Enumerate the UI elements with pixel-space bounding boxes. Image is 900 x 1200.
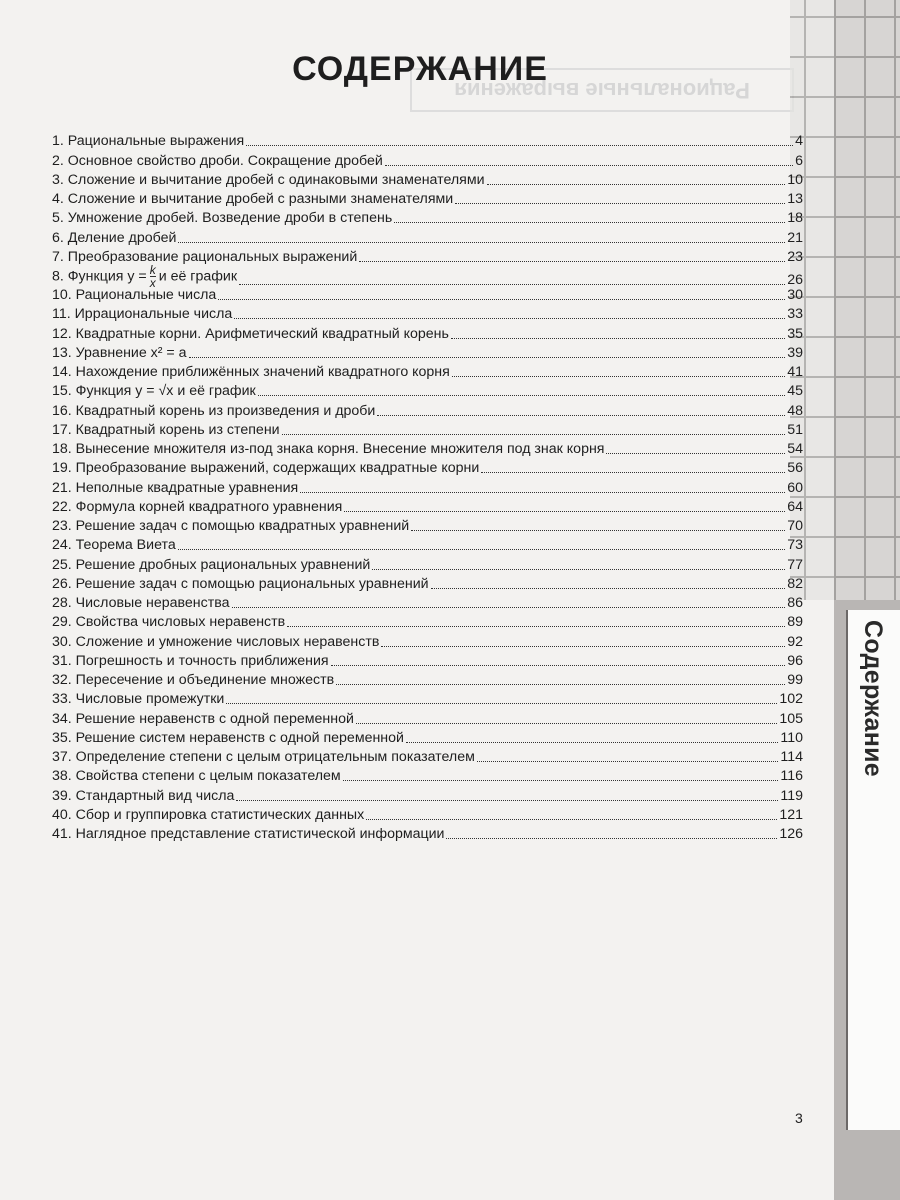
dot-leader <box>385 165 793 166</box>
toc-entry[interactable] <box>52 362 803 381</box>
toc-entry[interactable] <box>52 593 803 612</box>
table-of-contents <box>52 131 803 843</box>
toc-entry[interactable] <box>52 574 803 593</box>
toc-entry[interactable] <box>52 554 803 573</box>
toc-entry-page: 35 <box>787 325 803 342</box>
toc-entry[interactable] <box>52 631 803 650</box>
toc-entry-title: 3. Сложение и вычитание дробей с одинаковыми знаменателями <box>52 171 485 188</box>
dot-leader <box>226 703 777 704</box>
toc-entry-title: 4. Сложение и вычитание дробей с разными знаменателями <box>52 191 454 207</box>
toc-entry-page: 99 <box>787 672 803 688</box>
dot-leader <box>359 261 785 262</box>
toc-entry[interactable] <box>52 689 803 708</box>
toc-entry-page: 114 <box>780 749 803 765</box>
toc-entry-title: 16. Квадратный корень из произведения и дроби <box>52 402 376 419</box>
dot-leader <box>178 242 785 243</box>
dot-leader <box>411 530 785 531</box>
toc-entry-title: 19. Преобразование выражений, содержащих квадратные корни <box>52 460 480 477</box>
toc-entry-page: 54 <box>787 441 803 457</box>
toc-entry-title: 6. Деление дробей <box>52 229 177 246</box>
toc-entry[interactable] <box>52 651 803 670</box>
toc-entry[interactable] <box>52 497 803 516</box>
toc-entry-title: 33. Числовые промежутки <box>52 691 225 708</box>
dot-leader <box>239 284 785 285</box>
toc-entry-page: 96 <box>787 652 803 669</box>
toc-entry-title: 13. Уравнение x² = a <box>52 344 187 361</box>
dot-leader <box>343 780 779 781</box>
toc-entry-page: 121 <box>779 806 803 823</box>
dot-leader <box>331 665 786 666</box>
dot-leader <box>481 472 785 473</box>
toc-entry-title: 2. Основное свойство дроби. Сокращение дробей <box>52 152 383 169</box>
toc-entry-title: 25. Решение дробных рациональных уравнений <box>52 556 371 573</box>
toc-entry-title: 14. Нахождение приближённых значений квадратного корня <box>52 364 450 380</box>
dot-leader <box>232 607 786 608</box>
toc-entry-page: 4 <box>795 133 803 150</box>
dot-leader <box>451 338 785 339</box>
toc-entry[interactable] <box>52 747 803 766</box>
toc-entry[interactable] <box>52 170 803 189</box>
toc-entry[interactable] <box>52 343 803 362</box>
toc-entry-page: 26 <box>787 271 803 288</box>
toc-entry-page: 70 <box>787 518 803 534</box>
toc-entry[interactable] <box>52 458 803 477</box>
toc-entry-title: 10. Рациональные числа <box>52 287 217 303</box>
toc-entry-title: 30. Сложение и умножение числовых неравенств <box>52 633 380 650</box>
toc-entry-title: 31. Погрешность и точность приближения <box>52 652 329 669</box>
toc-entry-page: 73 <box>787 537 803 554</box>
toc-entry-page: 10 <box>787 171 803 188</box>
section-tab <box>846 610 900 1130</box>
toc-entry[interactable] <box>52 766 803 785</box>
toc-entry-title: 23. Решение задач с помощью квадратных уравнений <box>52 518 410 534</box>
toc-entry-page: 92 <box>787 633 803 650</box>
dot-leader <box>258 395 786 396</box>
toc-entry-title: 35. Решение систем неравенств с одной переменной <box>52 729 404 746</box>
toc-entry[interactable] <box>52 420 803 439</box>
dot-leader <box>189 357 786 358</box>
toc-entry-title: 29. Свойства числовых неравенств <box>52 614 286 631</box>
toc-entry-page: 33 <box>787 306 803 323</box>
toc-entry-page: 86 <box>787 595 803 611</box>
toc-entry[interactable] <box>52 516 803 535</box>
dot-leader <box>344 511 785 512</box>
toc-entry-title: 39. Стандартный вид числа <box>52 787 235 804</box>
fraction: $\frac{k}{x}$ <box>149 262 156 290</box>
toc-entry[interactable] <box>52 670 803 689</box>
toc-entry-title: 22. Формула корней квадратного уравнения <box>52 498 343 515</box>
toc-entry-title: 17. Квадратный корень из степени <box>52 421 280 438</box>
dot-leader <box>431 588 786 589</box>
dot-leader <box>606 453 785 454</box>
toc-entry-page: 18 <box>787 210 803 227</box>
toc-entry-page: 48 <box>787 402 803 419</box>
toc-entry-page: 21 <box>787 229 803 246</box>
toc-entry-title: 21. Неполные квадратные уравнения <box>52 479 299 496</box>
toc-entry-title: 41. Наглядное представление статистической информации <box>52 826 445 842</box>
toc-entry[interactable] <box>52 612 803 631</box>
toc-entry-title: 38. Свойства степени с целым показателем <box>52 768 341 785</box>
dot-leader <box>452 376 785 377</box>
toc-entry-title: 7. Преобразование рациональных выражений <box>52 248 358 265</box>
toc-entry-title: 18. Вынесение множителя из-под знака корня. Внесение множителя под знак корня <box>52 441 605 457</box>
toc-entry-page: 45 <box>787 383 803 400</box>
toc-entry-page: 51 <box>787 421 803 438</box>
dot-leader <box>236 800 778 801</box>
toc-entry-title: 40. Сбор и группировка статистических данных <box>52 806 365 823</box>
toc-entry-page: 77 <box>787 556 803 573</box>
dot-leader <box>477 761 779 762</box>
toc-entry[interactable] <box>52 477 803 496</box>
toc-entry[interactable] <box>52 323 803 342</box>
dot-leader <box>246 145 793 146</box>
page-number: 3 <box>795 1110 803 1126</box>
decorative-pattern <box>790 0 900 600</box>
toc-entry-page: 102 <box>779 691 803 708</box>
dot-leader <box>336 684 785 685</box>
toc-entry-title: 34. Решение неравенств с одной переменной <box>52 710 354 727</box>
toc-entry-page: 116 <box>780 768 803 785</box>
toc-entry-page: 30 <box>787 287 803 303</box>
toc-entry-page: 39 <box>787 344 803 361</box>
toc-entry[interactable] <box>52 150 803 169</box>
toc-entry-page: 105 <box>779 710 803 727</box>
toc-entry-title: 32. Пересечение и объединение множеств <box>52 672 335 688</box>
toc-entry[interactable] <box>52 708 803 727</box>
toc-entry[interactable] <box>52 189 803 208</box>
toc-entry-page: 110 <box>780 729 803 746</box>
dot-leader <box>300 492 785 493</box>
toc-entry-page: 64 <box>787 498 803 515</box>
dot-leader <box>446 838 777 839</box>
toc-entry-title: 15. Функция y = √x и её график <box>52 383 256 400</box>
toc-entry[interactable] <box>52 785 803 804</box>
toc-entry[interactable] <box>52 535 803 554</box>
toc-entry[interactable] <box>52 131 803 150</box>
toc-entry-title: 24. Теорема Виета <box>52 537 176 554</box>
dot-leader <box>406 742 778 743</box>
toc-entry-page: 82 <box>787 575 803 592</box>
dot-leader <box>394 222 785 223</box>
bleed-through-heading: Рациональные выражения <box>410 68 794 112</box>
dot-leader <box>287 626 785 627</box>
dot-leader <box>487 184 786 185</box>
dot-leader <box>234 318 785 319</box>
toc-entry-page: 23 <box>787 248 803 265</box>
toc-entry[interactable] <box>52 285 803 304</box>
toc-entry-title: 8. Функция y = $\frac{k}{x}$ и её график <box>52 262 238 290</box>
toc-entry-title: 12. Квадратные корни. Арифметический квадратный корень <box>52 325 449 342</box>
dot-leader <box>381 646 785 647</box>
toc-entry-page: 56 <box>787 460 803 477</box>
page-title: СОДЕРЖАНИЕ <box>292 50 548 88</box>
toc-entry[interactable] <box>52 728 803 747</box>
toc-entry[interactable] <box>52 400 803 419</box>
toc-entry-title: 5. Умножение дробей. Возведение дроби в степень <box>52 210 393 227</box>
toc-entry-page: 13 <box>787 191 803 207</box>
toc-entry-page: 89 <box>787 614 803 631</box>
toc-entry-title: 26. Решение задач с помощью рациональных уравнений <box>52 575 429 592</box>
toc-entry[interactable] <box>52 439 803 458</box>
toc-entry[interactable] <box>52 805 803 824</box>
toc-entry-title: 11. Иррациональные числа <box>52 306 233 323</box>
toc-entry-page: 41 <box>787 364 803 380</box>
dot-leader <box>366 819 777 820</box>
toc-entry-title: 28. Числовые неравенства <box>52 595 230 611</box>
toc-entry-title: 1. Рациональные выражения <box>52 133 245 150</box>
toc-entry[interactable] <box>52 227 803 246</box>
toc-entry-title: 37. Определение степени с целым отрицательным показателем <box>52 749 475 765</box>
dot-leader <box>218 299 785 300</box>
dot-leader <box>455 203 785 204</box>
dot-leader <box>178 549 786 550</box>
dot-leader <box>372 569 785 570</box>
dot-leader <box>377 415 785 416</box>
toc-entry-page: 60 <box>787 479 803 496</box>
toc-entry[interactable] <box>52 381 803 400</box>
dot-leader <box>282 434 786 435</box>
toc-entry-page: 126 <box>779 826 803 842</box>
dot-leader <box>356 723 777 724</box>
toc-entry-page: 6 <box>795 152 803 169</box>
toc-entry[interactable] <box>52 824 803 843</box>
toc-entry[interactable] <box>52 208 803 227</box>
toc-entry[interactable] <box>52 304 803 323</box>
toc-entry-page: 119 <box>780 787 803 804</box>
section-tab-label: Содержание <box>859 620 887 778</box>
